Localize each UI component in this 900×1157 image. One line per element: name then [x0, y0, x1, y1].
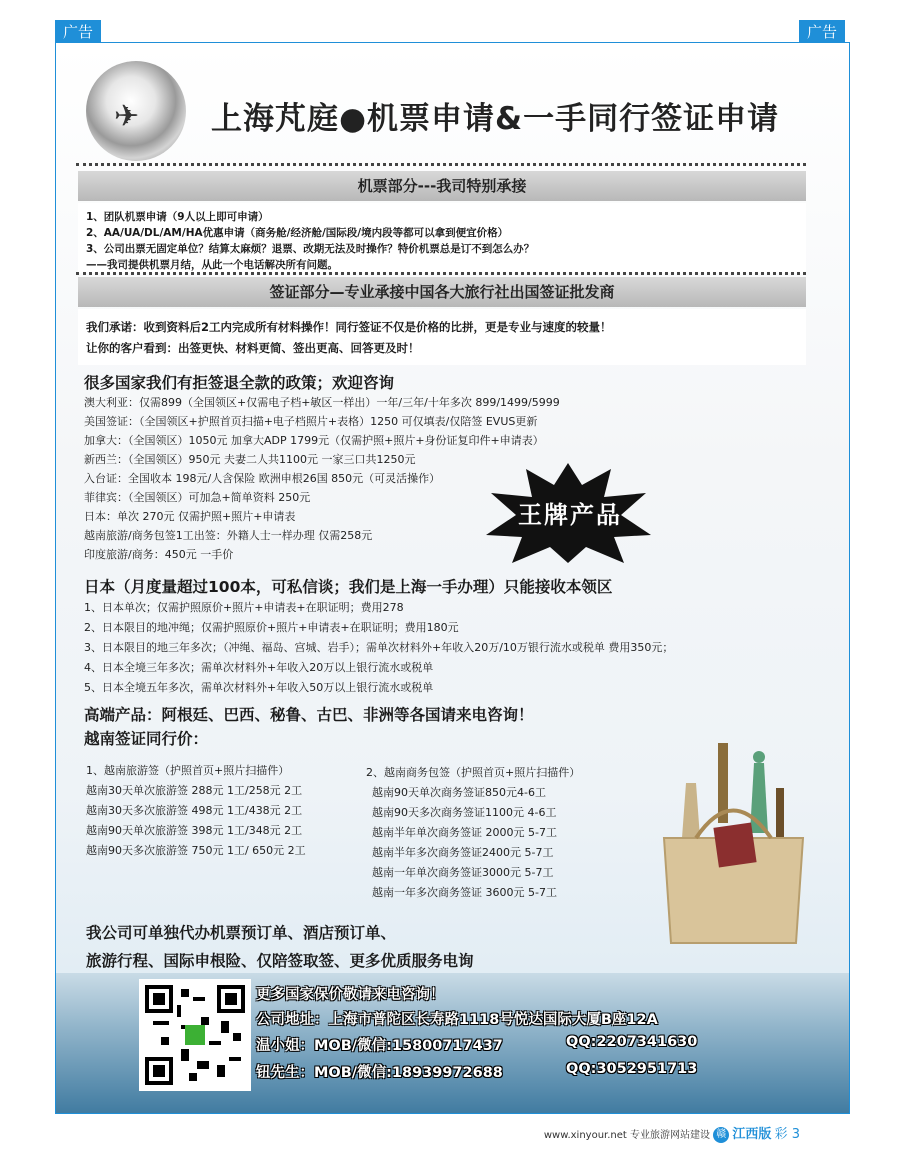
- list-item: 1、越南旅游签（护照首页+照片扫描件）: [86, 764, 290, 777]
- list-item: 越南90天单次旅游签 398元 1工/348元 2工: [86, 824, 303, 837]
- visa-section-title: 签证部分—专业承接中国各大旅行社出国签证批发商: [78, 277, 806, 307]
- list-item: 2、日本限目的地冲绳；仅需护照原价+照片+申请表+在职证明；费用180元: [84, 621, 459, 634]
- ad-frame: [55, 42, 850, 1114]
- wechat-qr-code[interactable]: [139, 979, 251, 1091]
- list-item: 新西兰：（全国领区）950元 夫妻二人共1100元 一家三口共1250元: [84, 453, 416, 466]
- list-item: 让你的客户看到：出签更快、材料更简、签出更高、回答更及时！: [86, 341, 420, 355]
- contact-mr-niu-qq[interactable]: QQ:3052951713: [566, 1061, 698, 1077]
- flight-section-title: 机票部分---我司特别承接: [78, 171, 806, 201]
- japan-title: 日本（月度量超过100本，可私信谈；我们是上海一手办理）只能接收本领区: [84, 578, 613, 596]
- list-item: 菲律宾：（全国领区）可加急+简单资料 250元: [84, 491, 311, 504]
- list-item: 2、越南商务包签（护照首页+照片扫描件）: [366, 766, 581, 779]
- list-item: ——我司提供机票月结，从此一个电话解决所有问题。: [86, 259, 338, 271]
- list-item: 澳大利亚：仅需899（全国领区+仅需电子档+敏区一样出）一年/三年/十年多次 899/1499/5999: [84, 396, 560, 409]
- divider: [76, 163, 806, 166]
- list-item: 越南半年多次商务签证2400元 5-7工: [372, 846, 554, 859]
- list-item: 2、AA/UA/DL/AM/HA优惠申请（商务舱/经济舱/国际段/境内段等都可以拿到便宜价格）: [86, 227, 509, 239]
- vietnam-title: 越南签证同行价：: [84, 730, 209, 748]
- list-item: 1、团队机票申请（9人以上即可申请）: [86, 211, 269, 223]
- list-item: 越南一年单次商务签证3000元 5-7工: [372, 866, 554, 879]
- footer-edition: 江西版: [732, 1127, 772, 1142]
- flight-list: [78, 203, 806, 273]
- footer-page-number: 彩 3: [774, 1127, 800, 1142]
- contact-ms-wen[interactable]: 温小姐：MOB/微信:15800717437: [256, 1038, 503, 1054]
- list-item: 越南30天多次旅游签 498元 1工/438元 2工: [86, 804, 303, 817]
- list-item: 越南90天多次旅游签 750元 1工/ 650元 2工: [86, 844, 306, 857]
- travel-bag-illustration: [656, 743, 811, 953]
- list-item: 加拿大：（全国领区）1050元 加拿大ADP 1799元（仅需护照+照片+身份证复印件+申请表）: [84, 434, 544, 447]
- highend-products: 高端产品：阿根廷、巴西、秘鲁、古巴、非洲等各国请来电咨询！: [84, 706, 534, 724]
- company-address: 公司地址：上海市普陀区长寿路1118号悦达国际大厦B座12A: [256, 1012, 658, 1028]
- vietnam-tourist-list: [86, 761, 306, 861]
- refund-title: 很多国家我们有拒签退全款的政策；欢迎咨询: [84, 374, 395, 392]
- badge-label: 王牌产品: [518, 501, 622, 529]
- ad-tag-left: 广告: [55, 20, 101, 44]
- headline: 上海芃庭●机票申请&一手同行签证申请: [211, 101, 780, 137]
- visa-promises: [78, 309, 806, 365]
- list-item: 4、日本全境三年多次；需单次材料外+年收入20万以上银行流水或税单: [84, 661, 434, 674]
- vietnam-business-list: [366, 763, 580, 903]
- list-item: 印度旅游/商务：450元 一手价: [84, 548, 234, 561]
- contact-more: 更多国家保价敬请来电咨询！: [256, 987, 445, 1003]
- list-item: 越南半年单次商务签证 2000元 5-7工: [372, 826, 557, 839]
- list-item: 美国签证：（全国领区+护照首页扫描+电子档照片+表格）1250 可仅填表/仅陪签 EVUS更新: [84, 415, 538, 428]
- list-item: 越南一年多次商务签证 3600元 5-7工: [372, 886, 557, 899]
- divider: [76, 272, 806, 275]
- list-item: 越南90天多次商务签证1100元 4-6工: [372, 806, 557, 819]
- list-item: 3、日本限目的地三年多次；（冲绳、福岛、宫城、岩手）；需单次材料外+年收入20万/10万银行流水或税单 费用350元；: [84, 641, 674, 654]
- list-item: 日本：单次 270元 仅需护照+照片+申请表: [84, 510, 296, 523]
- page-footer: [544, 1123, 800, 1143]
- list-item: 越南30天单次旅游签 288元 1工/258元 2工: [86, 784, 303, 797]
- list-item: 5、日本全境五年多次，需单次材料外+年收入50万以上银行流水或税单: [84, 681, 434, 694]
- services-line-2: 旅游行程、国际申根险、仅陪签取签、更多优质服务电询: [86, 952, 474, 970]
- japan-list: [84, 598, 673, 698]
- list-item: 我们承诺：收到资料后2工内完成所有材料操作！同行签证不仅是价格的比拼，更是专业与速度的较量！: [86, 320, 612, 334]
- list-item: 入台证：全国收本 198元/人含保险 欧洲申根26国 850元（可灵活操作）: [84, 472, 441, 485]
- edition-logo-icon: 赣: [713, 1127, 729, 1143]
- ad-tag-right: 广告: [799, 20, 845, 44]
- list-item: 3、公司出票无固定单位？结算太麻烦？退票、改期无法及时操作？特价机票总是订不到怎么办？: [86, 243, 535, 255]
- contact-mr-niu[interactable]: 钮先生：MOB/微信:18939972688: [256, 1065, 503, 1081]
- list-item: 1、日本单次；仅需护照原价+照片+申请表+在职证明；费用278: [84, 601, 404, 614]
- footer-site[interactable]: www.xinyour.net 专业旅游网站建设: [543, 1130, 711, 1141]
- company-logo: [86, 61, 186, 161]
- airplane-icon: ✈: [114, 99, 140, 134]
- contact-ms-wen-qq[interactable]: QQ:2207341630: [566, 1034, 698, 1050]
- services-line-1: 我公司可单独代办机票预订单、酒店预订单、: [86, 924, 397, 942]
- list-item: 越南90天单次商务签证850元4-6工: [372, 786, 546, 799]
- list-item: 越南旅游/商务包签1工出签：外籍人士一样办理 仅需258元: [84, 529, 373, 542]
